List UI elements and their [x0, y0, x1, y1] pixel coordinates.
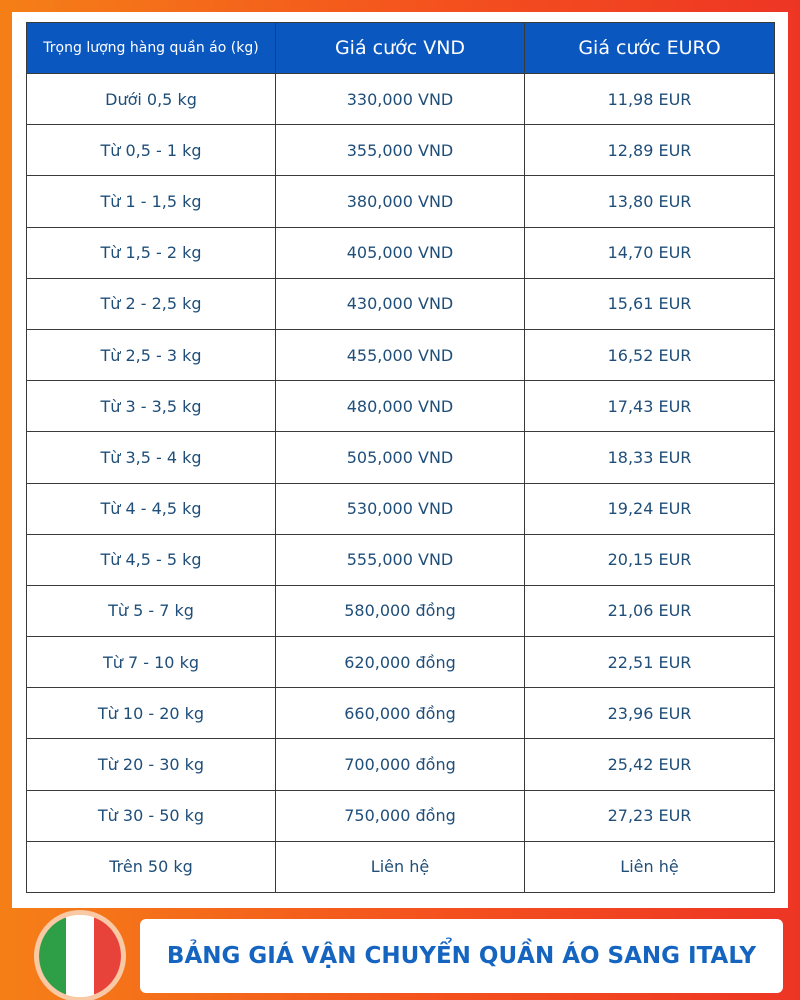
title-banner: [140, 919, 783, 993]
price-euro-cell: 17,43 EUR: [525, 381, 775, 432]
page-title: BẢNG GIÁ VẬN CHUYỂN QUẦN ÁO SANG ITALY: [166, 943, 757, 969]
price-euro-cell: 18,33 EUR: [525, 432, 775, 483]
footer: [0, 908, 800, 1000]
flag-red-stripe: [94, 915, 121, 997]
header-price-vnd: Giá cước VND: [276, 23, 525, 74]
table-row: [27, 688, 775, 739]
table-body: [27, 74, 775, 893]
price-vnd-cell: 700,000 đồng: [276, 739, 525, 790]
weight-cell: Từ 1,5 - 2 kg: [27, 227, 276, 278]
flag-white-stripe: [66, 915, 93, 997]
price-vnd-cell: 555,000 VND: [276, 534, 525, 585]
price-euro-cell: 15,61 EUR: [525, 278, 775, 329]
weight-cell: Trên 50 kg: [27, 841, 276, 892]
price-euro-cell: 21,06 EUR: [525, 585, 775, 636]
price-vnd-cell: 480,000 VND: [276, 381, 525, 432]
weight-cell: Từ 2 - 2,5 kg: [27, 278, 276, 329]
weight-cell: Từ 2,5 - 3 kg: [27, 329, 276, 380]
table-row: [27, 790, 775, 841]
price-euro-cell: 12,89 EUR: [525, 125, 775, 176]
table-row: [27, 329, 775, 380]
price-vnd-cell: 430,000 VND: [276, 278, 525, 329]
price-vnd-cell: 380,000 VND: [276, 176, 525, 227]
weight-cell: Từ 30 - 50 kg: [27, 790, 276, 841]
header-price-euro: Giá cước EURO: [525, 23, 775, 74]
weight-cell: Từ 4,5 - 5 kg: [27, 534, 276, 585]
italy-flag-icon: [34, 910, 126, 1000]
table-row: [27, 176, 775, 227]
weight-cell: Dưới 0,5 kg: [27, 74, 276, 125]
price-vnd-cell: 455,000 VND: [276, 329, 525, 380]
price-vnd-cell: 750,000 đồng: [276, 790, 525, 841]
weight-cell: Từ 4 - 4,5 kg: [27, 483, 276, 534]
weight-cell: Từ 7 - 10 kg: [27, 637, 276, 688]
price-table-panel: [12, 12, 788, 908]
weight-cell: Từ 3 - 3,5 kg: [27, 381, 276, 432]
price-euro-cell: Liên hệ: [525, 841, 775, 892]
price-euro-cell: 20,15 EUR: [525, 534, 775, 585]
price-euro-cell: 27,23 EUR: [525, 790, 775, 841]
table-row: [27, 637, 775, 688]
weight-cell: Từ 20 - 30 kg: [27, 739, 276, 790]
table-row: [27, 125, 775, 176]
price-vnd-cell: 330,000 VND: [276, 74, 525, 125]
table-row: [27, 227, 775, 278]
price-euro-cell: 19,24 EUR: [525, 483, 775, 534]
weight-cell: Từ 0,5 - 1 kg: [27, 125, 276, 176]
table-row: [27, 585, 775, 636]
weight-cell: Từ 10 - 20 kg: [27, 688, 276, 739]
price-euro-cell: 14,70 EUR: [525, 227, 775, 278]
price-vnd-cell: 580,000 đồng: [276, 585, 525, 636]
weight-cell: Từ 5 - 7 kg: [27, 585, 276, 636]
price-vnd-cell: 505,000 VND: [276, 432, 525, 483]
price-vnd-cell: 355,000 VND: [276, 125, 525, 176]
price-euro-cell: 11,98 EUR: [525, 74, 775, 125]
table-row: [27, 841, 775, 892]
price-vnd-cell: 620,000 đồng: [276, 637, 525, 688]
shipping-price-table: [26, 22, 775, 893]
table-row: [27, 739, 775, 790]
price-vnd-cell: Liên hệ: [276, 841, 525, 892]
table-row: [27, 74, 775, 125]
price-vnd-cell: 530,000 VND: [276, 483, 525, 534]
price-euro-cell: 22,51 EUR: [525, 637, 775, 688]
table-row: [27, 432, 775, 483]
price-euro-cell: 23,96 EUR: [525, 688, 775, 739]
header-weight: Trọng lượng hàng quần áo (kg): [27, 23, 276, 74]
table-row: [27, 381, 775, 432]
price-euro-cell: 25,42 EUR: [525, 739, 775, 790]
weight-cell: Từ 3,5 - 4 kg: [27, 432, 276, 483]
table-row: [27, 278, 775, 329]
weight-cell: Từ 1 - 1,5 kg: [27, 176, 276, 227]
table-header-row: [27, 23, 775, 74]
price-euro-cell: 13,80 EUR: [525, 176, 775, 227]
table-row: [27, 534, 775, 585]
table-row: [27, 483, 775, 534]
flag-green-stripe: [39, 915, 66, 997]
price-vnd-cell: 660,000 đồng: [276, 688, 525, 739]
price-vnd-cell: 405,000 VND: [276, 227, 525, 278]
price-euro-cell: 16,52 EUR: [525, 329, 775, 380]
